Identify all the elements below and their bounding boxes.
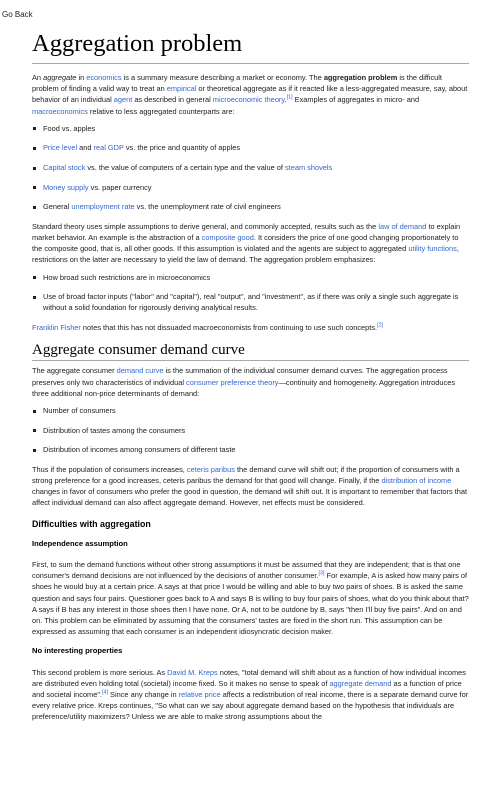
paragraph-text: as a function of price and societal income". (32, 678, 462, 700)
citation-2[interactable]: [2] (377, 322, 384, 329)
paragraph-text: First, to sum the demand functions without other strong assumptions it must be assumed that they are independent; that is that one consumer's demand decisions are not influenced by the decisions of another consumer. (32, 560, 461, 581)
intro-paragraph (32, 72, 469, 117)
link-aggregate-demand[interactable]: aggregate demand (329, 678, 392, 688)
paragraph-text: —continuity and homogeneity. Aggregation introduces three additional non-price determinants of demand: (32, 377, 456, 398)
determinants-list (32, 405, 469, 455)
paragraph-text: The aggregate consumer (32, 366, 117, 376)
list-item (43, 291, 469, 313)
population-paragraph (32, 464, 469, 509)
intro-text: is the difficult problem of finding a valid way to treat an (32, 73, 442, 94)
link-consumer-preference-theory[interactable]: consumer preference theory (186, 377, 279, 387)
list-item-text: vs. the value of computers of a certain type and the value of (85, 163, 285, 172)
paragraph-text: notes, "total demand will shift about as a function of how individual incomes are distributed even holding total (societal) income fixed. So it makes no sense to speak of (32, 667, 466, 688)
list-item (43, 425, 469, 436)
paragraph-text: the demand curve will shift out; if the proportion of consumers with a strong preference for a good increases, ceteris paribus the demand for that good will change. Finally, if the (32, 464, 460, 485)
intro-text: as described in general (132, 95, 213, 105)
paragraph-text: Thus if the population of consumers increases, (32, 464, 187, 474)
paragraph-text: changes in favor of consumers who prefer the good in question, the demand will shift out. It is important to remember that factors that affect individual demand can also affect aggregate demand. However, net effects must be considered. (32, 487, 468, 508)
link-capital-stock[interactable]: Capital stock (43, 163, 86, 172)
paragraph-text: to explain market behavior. An example is the abstraction of a (32, 221, 461, 242)
link-utility-functions[interactable]: utility functions (408, 244, 457, 254)
list-item-text: Use of broad factor inputs ("labor" and "capital"), real "output", and "investment", as if there was only a single such aggregate is without a solid foundation for rigorously deriving analytical results. (43, 292, 459, 313)
title-divider (32, 63, 469, 64)
list-item (43, 201, 469, 212)
intro-text: is a summary measure describing a market or economy. The (121, 73, 324, 82)
link-david-kreps[interactable]: David M. Kreps (167, 667, 218, 677)
list-item-text: vs. the unemployment rate of civil engineers (134, 202, 281, 212)
subsection-heading-independence: Independence assumption (32, 538, 128, 548)
kreps-paragraph (32, 667, 469, 723)
link-distribution-of-income[interactable]: distribution of income (381, 475, 452, 485)
list-item-text: vs. paper currency (88, 182, 152, 192)
independence-paragraph (32, 559, 469, 637)
paragraph-text: Standard theory uses simple assumptions to derive general, and commonly accepted, results such as the (32, 221, 379, 231)
paragraph-text: , restrictions on the latter are necessary to yield the law of demand. The aggregation problem emphasizes: (32, 244, 459, 265)
list-item (43, 444, 469, 455)
link-empirical[interactable]: empirical (166, 84, 197, 94)
list-item (43, 272, 469, 283)
list-item-text: Distribution of incomes among consumers of different taste (43, 445, 236, 455)
list-item-text: How broad such restrictions are in microeconomics (43, 272, 211, 282)
intro-text-bold: aggregation problem (323, 73, 398, 82)
link-economics[interactable]: economics (86, 73, 122, 82)
section-heading-aggregate-demand: Aggregate consumer demand curve (32, 345, 469, 361)
paragraph-text: is the summation of the individual consumer demand curves. The aggregation process preserves only two characteristics of individual (32, 366, 448, 387)
link-real-gdp[interactable]: real GDP (93, 143, 124, 153)
list-item-text: Number of consumers (43, 406, 116, 415)
list-item (43, 182, 469, 193)
examples-list (32, 123, 469, 213)
intro-text: . (284, 95, 287, 105)
link-ceteris-paribus[interactable]: ceteris paribus (186, 464, 235, 474)
link-demand-curve[interactable]: demand curve (116, 366, 164, 376)
link-relative-price[interactable]: relative price (178, 690, 221, 700)
list-item-text: Food vs. apples (43, 123, 96, 133)
intro-text: relative to less aggregated counterparts are: (87, 106, 235, 116)
demand-curve-paragraph (32, 365, 469, 399)
article-body (32, 68, 469, 729)
intro-text: or theoretical aggregate as if it reacted like a less-aggregated measure, say, about behavior of an individual (32, 84, 468, 105)
go-back-link[interactable]: Go Back (2, 10, 33, 19)
citation-4[interactable]: [4] (102, 689, 108, 696)
intro-text: Examples of aggregates in micro- and (292, 95, 420, 105)
fisher-paragraph (32, 322, 469, 333)
list-item-text: vs. the price and quantity of apples (123, 143, 241, 153)
list-item-text: General (43, 202, 72, 212)
intro-text: An (32, 73, 44, 82)
link-money-supply[interactable]: Money supply (43, 182, 89, 192)
page-title: Aggregation problem (32, 30, 243, 57)
subsection-heading-no-properties: No interesting properties (32, 646, 123, 656)
theory-paragraph (32, 221, 469, 266)
link-macroeconomics[interactable]: macroeconomics (32, 106, 88, 116)
list-item (43, 162, 469, 173)
link-law-of-demand[interactable]: law of demand (378, 221, 427, 231)
intro-text-italic: aggregate (43, 73, 77, 82)
paragraph-text: notes that this has not dissuaded macroeconomists from continuing to use such concepts. (80, 322, 378, 332)
list-item-text: and (77, 143, 94, 153)
paragraph-text: For example, A is asked how many pairs of shoes he would buy at a certain price. A says at that price I would be willing and able to buy two pairs of shoes. B is asked the same question and says four pairs. Questioner goes back to A and says B is willing to buy four pairs of shoes, what do you think about that? A says if B has any interest in those shoes then I have none. Or A, not to be outdone by B, says "then I'll buy five pairs". And on and on. This problem can be eliminated by assuming that the consumers' tastes are fixed in the short run. This assumption can be expressed as assuming that each consumer is an independent idiosyncratic decision maker. (32, 571, 469, 637)
paragraph-text: This second problem is more serious. As (32, 667, 168, 677)
link-microeconomic-theory[interactable]: microeconomic theory (212, 95, 285, 105)
list-item (43, 123, 469, 134)
link-steam-shovels[interactable]: steam shovels (284, 163, 333, 172)
link-price-level[interactable]: Price level (43, 143, 78, 153)
list-item (43, 405, 469, 416)
citation-1[interactable]: [1] (286, 94, 293, 101)
emphasis-list (32, 272, 469, 314)
link-franklin-fisher[interactable]: Franklin Fisher (32, 322, 81, 332)
link-composite-good[interactable]: composite good (201, 232, 254, 242)
list-item-text: Distribution of tastes among the consumers (43, 425, 186, 435)
list-item (43, 142, 469, 153)
paragraph-text: Since any change in (108, 690, 179, 700)
paragraph-text: . It considers the price of one good changing proportionately to the composite good, that is, all other goods. If this assumption is violated and the agents are subject to aggregated (32, 232, 459, 254)
section-heading-difficulties: Difficulties with aggregation (32, 518, 151, 529)
intro-text: in (76, 73, 87, 82)
link-unemployment-rate[interactable]: unemployment rate (71, 202, 135, 212)
link-agent[interactable]: agent (113, 95, 133, 105)
paragraph-text: affects a redistribution of real income, there is a separate demand curve for every relative price. Kreps continues, "So what can we say about aggregate demand based on the hypothesis that individuals are preference/utility maximizers? Unless we are able to make strong assumptions about the (32, 690, 469, 722)
citation-3[interactable]: [3] (318, 570, 325, 577)
